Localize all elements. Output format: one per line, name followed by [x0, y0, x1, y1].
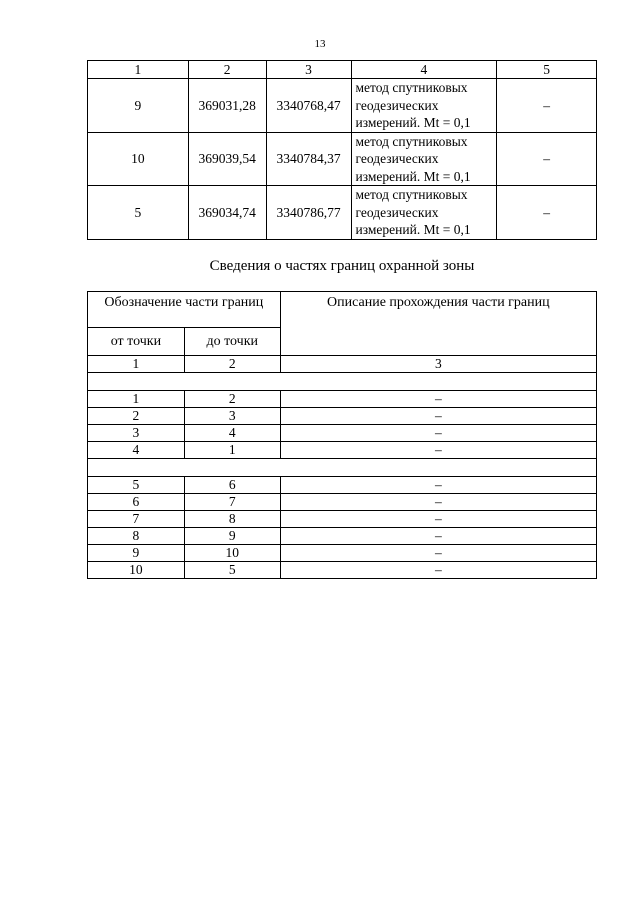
- from-point: 4: [88, 442, 185, 459]
- method-line: измерений. Mt = 0,1: [355, 115, 471, 130]
- boundary-part-row: [88, 511, 597, 528]
- part-description: –: [280, 477, 596, 494]
- coords-header-row: [88, 61, 597, 79]
- from-point: 5: [88, 477, 185, 494]
- group-separator: [88, 459, 597, 477]
- method-line: геодезических: [355, 204, 439, 220]
- parts-header-row: [88, 292, 597, 328]
- page-number: 13: [314, 38, 326, 50]
- coordinates-table: [87, 60, 597, 240]
- col-number: 2: [184, 356, 280, 373]
- to-point: 9: [184, 528, 280, 545]
- method-line: геодезических: [355, 151, 439, 166]
- method-line: измерений. Mt = 0,1: [355, 168, 471, 184]
- note-cell: –: [497, 132, 597, 186]
- part-description: –: [280, 391, 596, 408]
- column-numbers-row: [88, 356, 597, 373]
- group-separator-row: [88, 373, 597, 391]
- to-point: 6: [184, 477, 280, 494]
- part-description: –: [280, 562, 596, 579]
- boundary-part-row: [88, 408, 597, 425]
- col-number: 1: [88, 356, 185, 373]
- to-point-header: до точки: [184, 328, 280, 356]
- col-number: 3: [280, 356, 596, 373]
- x-coordinate: 369034,74: [188, 186, 266, 240]
- x-coordinate: 369031,28: [188, 79, 266, 133]
- part-description: –: [280, 442, 596, 459]
- boundary-parts-table: [87, 291, 597, 579]
- from-point-header: от точки: [88, 328, 185, 356]
- group-separator: [88, 373, 597, 391]
- method-line: метод спутниковых: [355, 133, 468, 149]
- coords-col-5-header: 5: [497, 61, 597, 79]
- to-point: 10: [184, 545, 280, 562]
- note-cell: –: [497, 79, 597, 133]
- point-id: 10: [88, 132, 189, 186]
- group-separator-row: [88, 459, 597, 477]
- boundary-part-row: [88, 494, 597, 511]
- to-point: 2: [184, 391, 280, 408]
- part-description: –: [280, 408, 596, 425]
- from-point: 6: [88, 494, 185, 511]
- part-description: –: [280, 425, 596, 442]
- from-point: 3: [88, 425, 185, 442]
- method-line: измерений. Mt = 0,1: [355, 222, 471, 237]
- part-description: –: [280, 511, 596, 528]
- method-cell: [351, 186, 497, 240]
- coords-row: [88, 186, 597, 240]
- boundary-part-row: [88, 391, 597, 408]
- coords-row: [88, 132, 597, 186]
- from-point: 8: [88, 528, 185, 545]
- coords-col-3-header: 3: [266, 61, 351, 79]
- method-line: метод спутниковых: [355, 80, 468, 95]
- point-id: 5: [88, 186, 189, 240]
- from-point: 7: [88, 511, 185, 528]
- coords-col-4-header: 4: [351, 61, 497, 79]
- method-line: метод спутниковых: [355, 187, 468, 202]
- method-line: геодезических: [355, 97, 439, 113]
- y-coordinate: 3340786,77: [266, 186, 351, 240]
- boundary-part-row: [88, 528, 597, 545]
- to-point: 1: [184, 442, 280, 459]
- boundary-part-row: [88, 477, 597, 494]
- part-description: –: [280, 528, 596, 545]
- from-point: 9: [88, 545, 185, 562]
- boundary-part-row: [88, 562, 597, 579]
- designation-header: Обозначение части границ: [88, 292, 281, 328]
- from-point: 10: [88, 562, 185, 579]
- x-coordinate: 369039,54: [188, 132, 266, 186]
- description-header: Описание прохождения части границ: [280, 292, 596, 356]
- note-cell: –: [497, 186, 597, 240]
- to-point: 3: [184, 408, 280, 425]
- point-id: 9: [88, 79, 189, 133]
- coords-col-1-header: 1: [88, 61, 189, 79]
- to-point: 5: [184, 562, 280, 579]
- method-cell: [351, 79, 497, 133]
- to-point: 8: [184, 511, 280, 528]
- y-coordinate: 3340768,47: [266, 79, 351, 133]
- to-point: 4: [184, 425, 280, 442]
- section-title: Сведения о частях границ охранной зоны: [209, 258, 475, 274]
- boundary-part-row: [88, 545, 597, 562]
- part-description: –: [280, 494, 596, 511]
- boundary-part-row: [88, 425, 597, 442]
- coords-col-2-header: 2: [188, 61, 266, 79]
- from-point: 1: [88, 391, 185, 408]
- coords-row: [88, 79, 597, 133]
- to-point: 7: [184, 494, 280, 511]
- part-description: –: [280, 545, 596, 562]
- boundary-part-row: [88, 442, 597, 459]
- method-cell: [351, 132, 497, 186]
- from-point: 2: [88, 408, 185, 425]
- y-coordinate: 3340784,37: [266, 132, 351, 186]
